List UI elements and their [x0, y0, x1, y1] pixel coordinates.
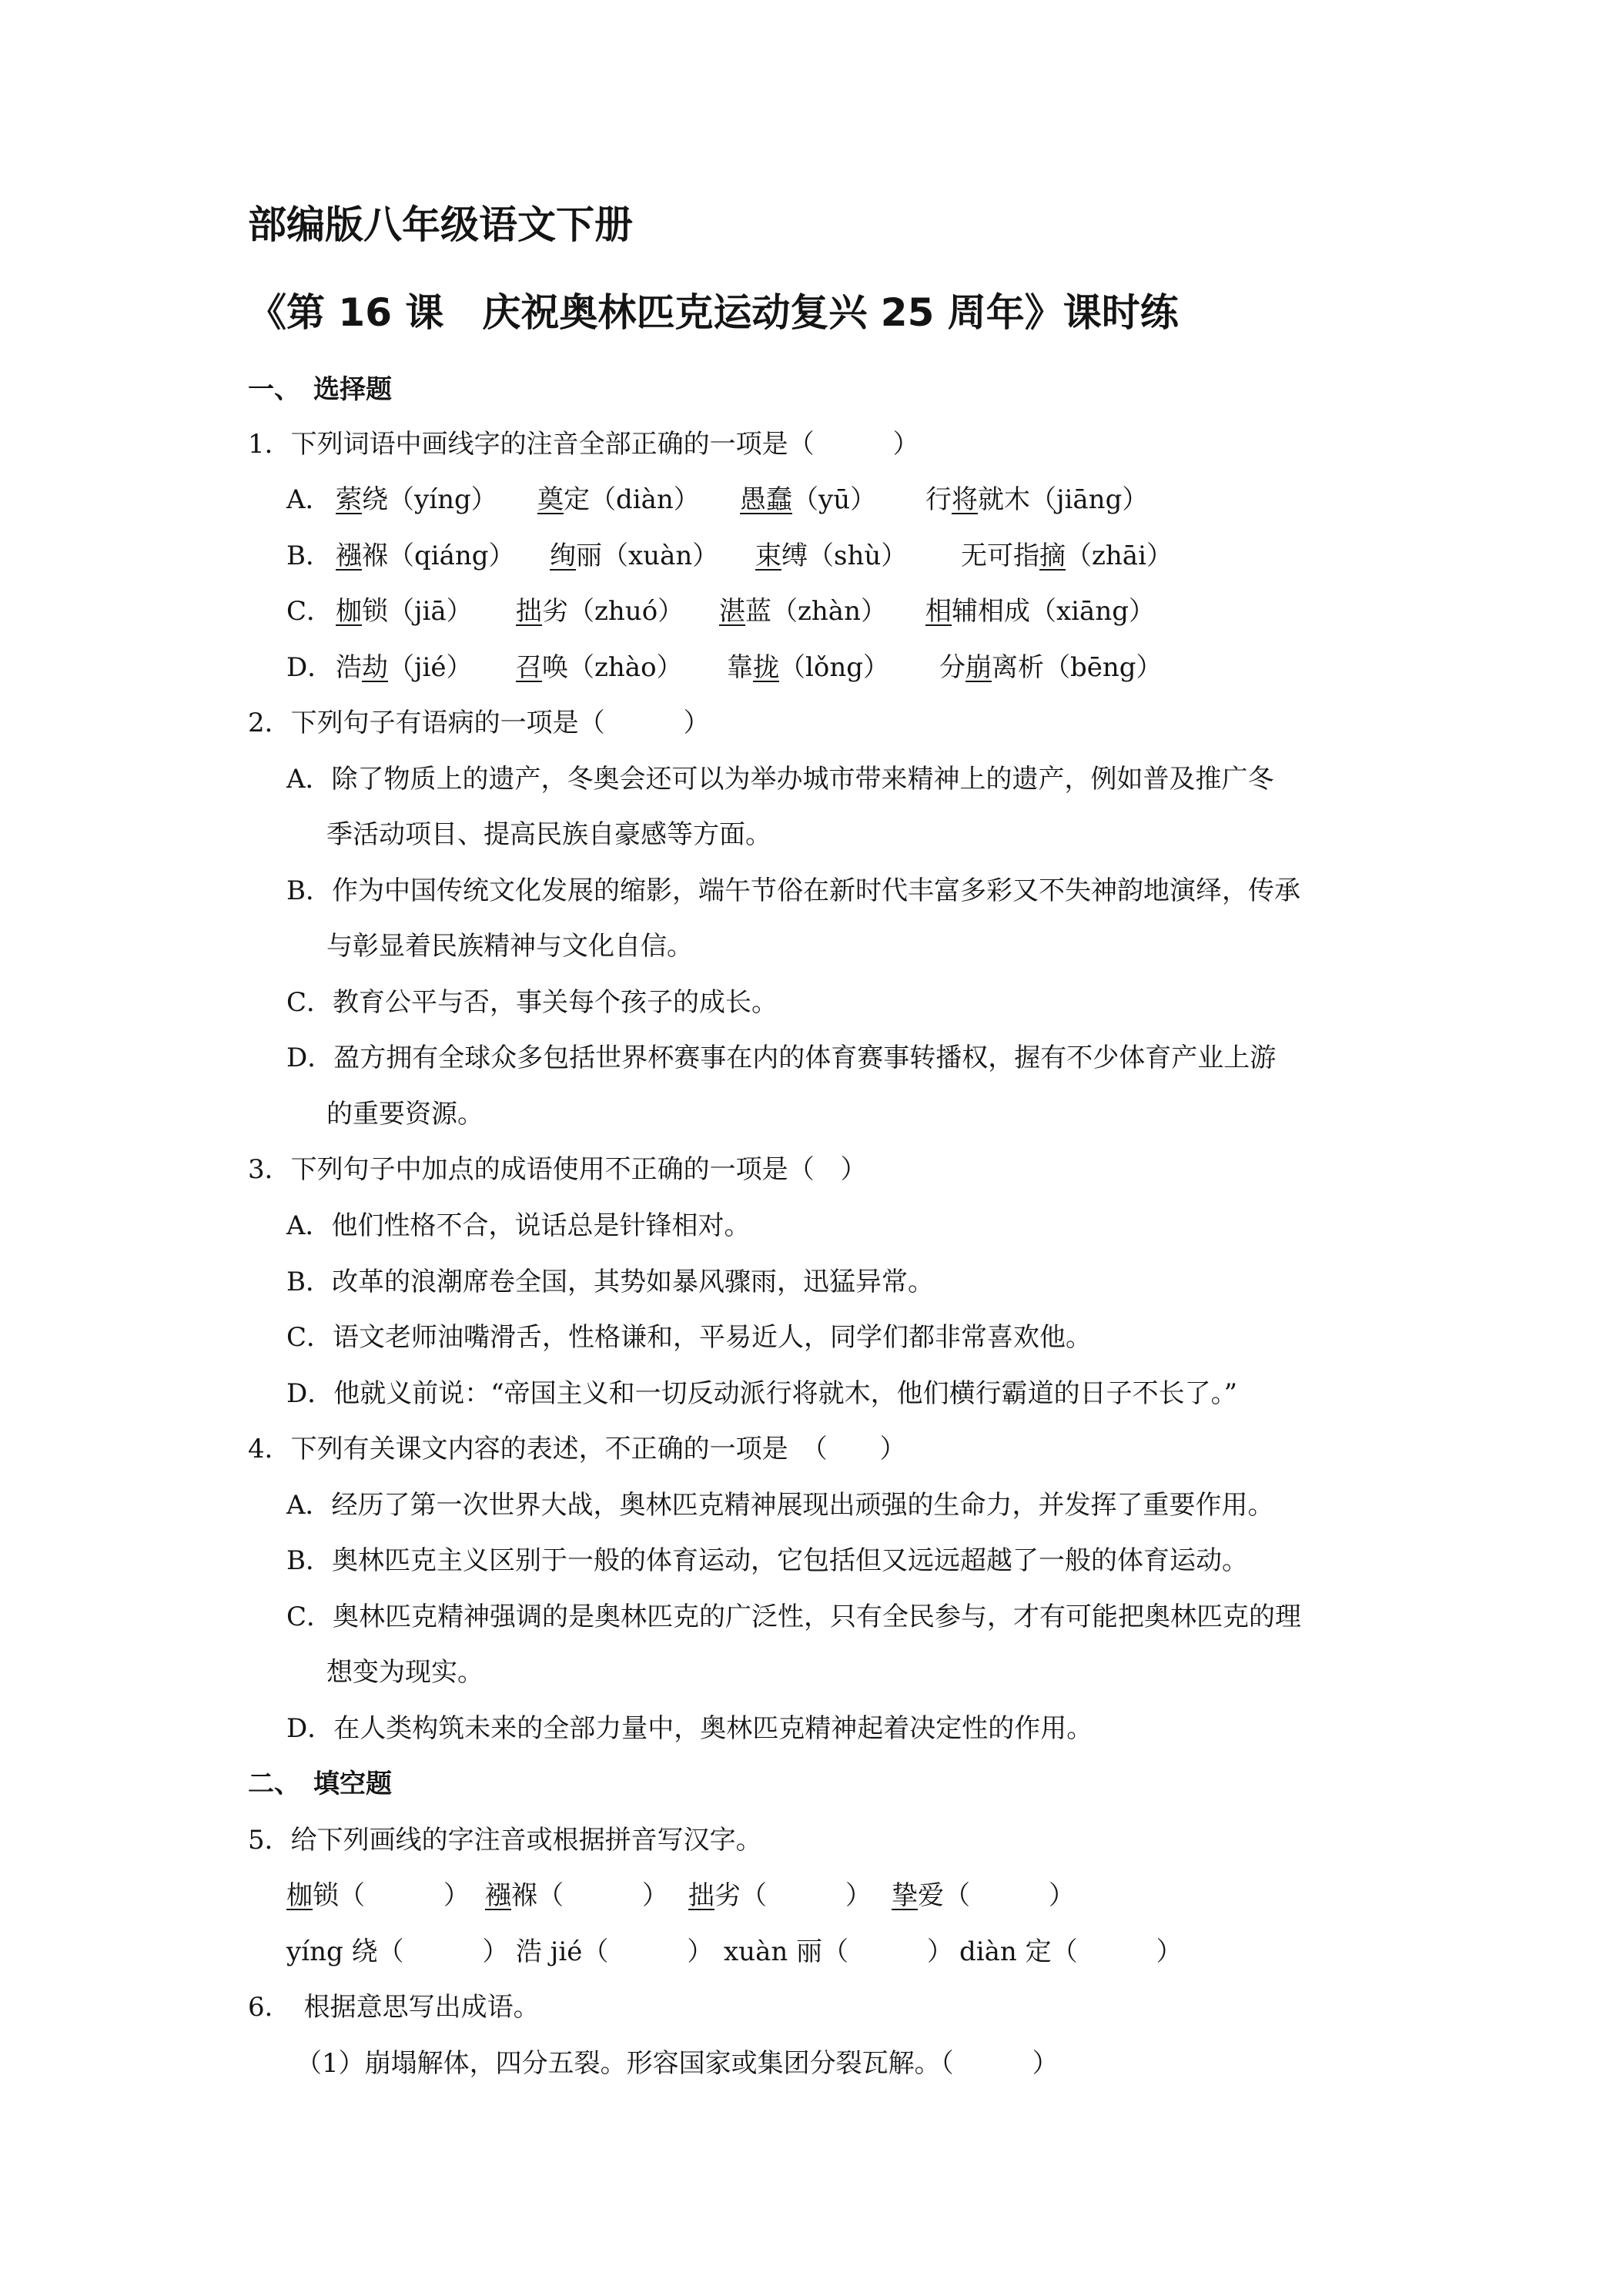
fill-item: diàn 定（ ） — [959, 1936, 1183, 1967]
section-heading-fill: 二、 填空题 — [248, 1769, 392, 1799]
fill-item: 枷锁（ ） — [286, 1880, 470, 1911]
option-word: 分崩离析（bēng） — [939, 652, 1163, 683]
option-word: 召唤（zhào） — [516, 652, 683, 683]
q3-option-a: A．他们性格不合，说话总是针锋相对。 — [286, 1210, 751, 1241]
fill-item: 浩 jié（ ） — [516, 1936, 714, 1967]
q4-option-c-cont: 想变为现实。 — [326, 1657, 484, 1688]
q2-stem: 2．下列句子有语病的一项是（ ） — [248, 708, 710, 738]
option-word: 愚蠢（yū） — [740, 484, 877, 515]
option-label: D． — [286, 652, 334, 683]
option-label: C． — [286, 596, 333, 627]
fill-item: xuàn 丽（ ） — [724, 1936, 954, 1967]
option-word: 行将就木（jiāng） — [925, 484, 1149, 515]
section-heading-choice: 一、 选择题 — [248, 374, 392, 405]
fill-item: 襁褓（ ） — [485, 1880, 668, 1911]
option-word: 萦绕（yíng） — [336, 484, 497, 515]
doc-title-line2: 《第 16 课 庆祝奥林匹克运动复兴 25 周年》课时练 — [248, 290, 1179, 335]
q3-option-c: C．语文老师油嘴滑舌，性格谦和，平易近人，同学们都非常喜欢他。 — [286, 1322, 1093, 1353]
q6-item-1: （1）崩塌解体，四分五裂。形容国家或集团分裂瓦解。（ ） — [296, 2048, 1059, 2079]
option-word: 无可指摘（zhāi） — [961, 541, 1173, 571]
fill-item: 挚爱（ ） — [892, 1880, 1075, 1911]
q2-option-d: D．盈方拥有全球众多包括世界杯赛事在内的体育赛事转播权，握有不少体育产业上游 — [286, 1043, 1277, 1073]
option-word: 湛蓝（zhàn） — [719, 596, 887, 627]
q2-option-b-cont: 与彰显着民族精神与文化自信。 — [326, 931, 693, 962]
q1-stem: 1．下列词语中画线字的注音全部正确的一项是（ ） — [248, 429, 919, 460]
option-word: 拙劣（zhuó） — [516, 596, 684, 627]
q3-option-d: D．他就义前说：“帝国主义和一切反动派行将就木，他们横行霸道的日子不长了。” — [286, 1378, 1238, 1409]
q2-option-a-cont: 季活动项目、提高民族自豪感等方面。 — [326, 819, 771, 850]
option-word: 靠拢（lǒng） — [727, 652, 890, 683]
q4-option-d: D．在人类构筑未来的全部力量中，奥林匹克精神起着决定性的作用。 — [286, 1713, 1093, 1744]
doc-title-line1: 部编版八年级语文下册 — [248, 202, 633, 247]
option-word: 奠定（diàn） — [537, 484, 700, 515]
q2-option-c: C．教育公平与否，事关每个孩子的成长。 — [286, 987, 778, 1018]
option-word: 襁褓（qiáng） — [336, 541, 515, 571]
q6-stem: 6． 根据意思写出成语。 — [248, 1992, 540, 2023]
option-word: 相辅相成（xiāng） — [925, 596, 1155, 627]
option-label: A． — [286, 484, 332, 515]
q4-option-b: B．奥林匹克主义区别于一般的体育运动，它包括但又远远超越了一般的体育运动。 — [286, 1545, 1248, 1576]
q4-stem: 4．下列有关课文内容的表述，不正确的一项是 （ ） — [248, 1434, 906, 1464]
option-word: 枷锁（jiā） — [336, 596, 473, 627]
option-word: 浩劫（jié） — [336, 652, 473, 683]
q2-option-a: A．除了物质上的遗产，冬奥会还可以为举办城市带来精神上的遗产，例如普及推广冬 — [286, 764, 1274, 795]
q5-stem: 5．给下列画线的字注音或根据拼音写汉字。 — [248, 1825, 762, 1856]
fill-item: yíng 绕（ ） — [286, 1936, 509, 1967]
option-label: B． — [286, 541, 332, 571]
q2-option-d-cont: 的重要资源。 — [326, 1099, 484, 1130]
q4-option-c: C．奥林匹克精神强调的是奥林匹克的广泛性，只有全民参与，才有可能把奥林匹克的理 — [286, 1602, 1302, 1632]
q3-stem: 3．下列句子中加点的成语使用不正确的一项是（ ） — [248, 1154, 867, 1185]
option-word: 束缚（shù） — [755, 541, 908, 571]
q3-option-b: B．改革的浪潮席卷全国，其势如暴风骤雨，迅猛异常。 — [286, 1267, 934, 1297]
fill-item: 拙劣（ ） — [688, 1880, 872, 1911]
q2-option-b: B．作为中国传统文化发展的缩影，端午节俗在新时代丰富多彩又不失神韵地演绎，传承 — [286, 875, 1300, 906]
q4-option-a: A．经历了第一次世界大战，奥林匹克精神展现出顽强的生命力，并发挥了重要作用。 — [286, 1490, 1274, 1521]
option-word: 绚丽（xuàn） — [550, 541, 719, 571]
